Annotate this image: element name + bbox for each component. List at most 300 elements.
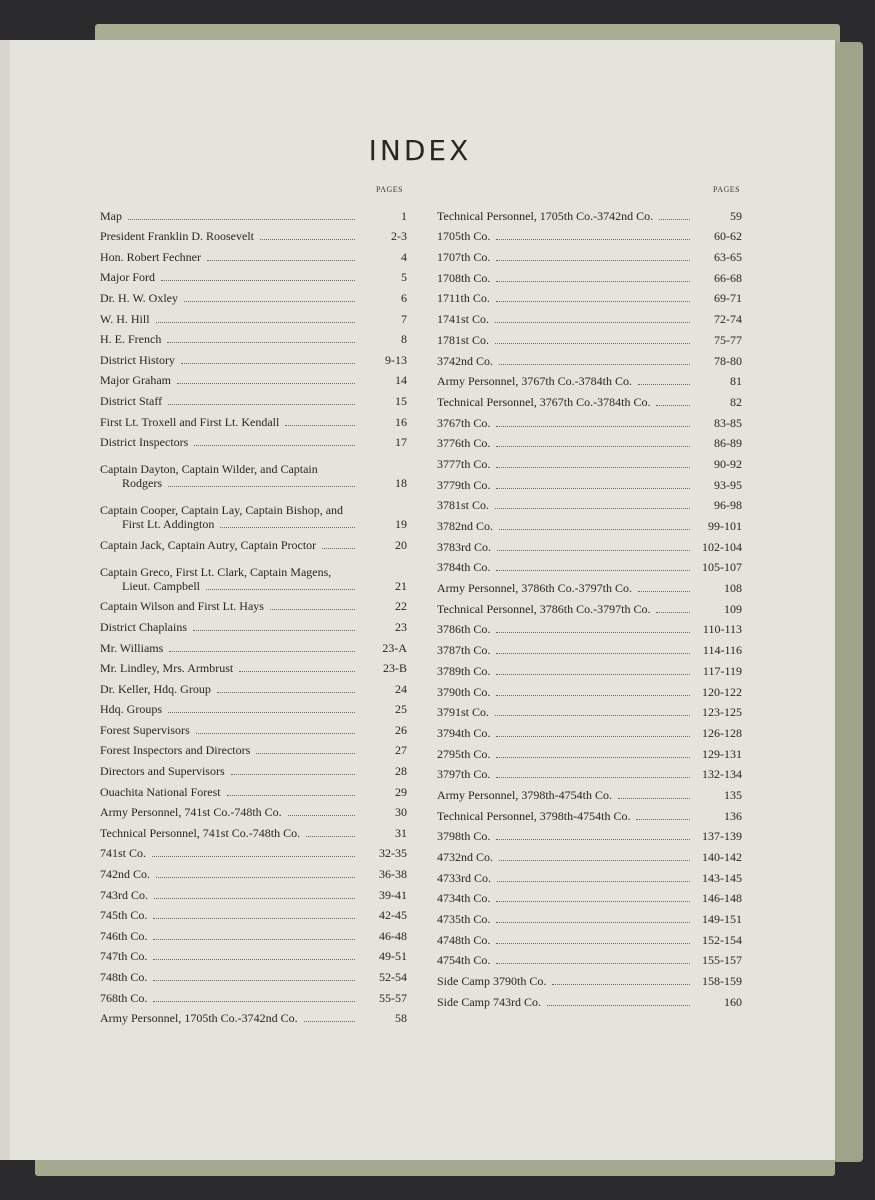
entry-label: Captain Wilson and First Lt. Hays bbox=[100, 599, 264, 614]
entry-page-number: 6 bbox=[401, 290, 407, 305]
index-entry bbox=[437, 926, 742, 947]
dot-leader bbox=[168, 404, 355, 405]
entry-page-number: 63-65 bbox=[714, 250, 742, 265]
index-entry bbox=[437, 430, 742, 451]
dot-leader bbox=[499, 860, 690, 861]
entry-page-number: 39-41 bbox=[379, 887, 407, 902]
entry-page-number: 30 bbox=[395, 805, 407, 820]
entry-page-number: 117-119 bbox=[702, 663, 742, 678]
index-entry bbox=[437, 761, 742, 782]
dot-leader bbox=[184, 301, 355, 302]
page-title: INDEX bbox=[368, 134, 472, 167]
entry-label: 741st Co. bbox=[100, 846, 147, 861]
index-entry bbox=[437, 699, 742, 720]
dot-leader bbox=[496, 943, 690, 944]
index-entry bbox=[100, 778, 407, 799]
entry-page-number: 36-38 bbox=[379, 867, 407, 882]
index-entry bbox=[437, 512, 742, 533]
entry-label: 4748th Co. bbox=[437, 932, 491, 947]
entry-label: President Franklin D. Roosevelt bbox=[100, 229, 254, 244]
entry-page-number: 78-80 bbox=[714, 353, 742, 368]
index-entry bbox=[437, 450, 742, 471]
entry-page-number: 58 bbox=[395, 1011, 407, 1026]
entry-page-number: 21 bbox=[395, 578, 407, 593]
entry-page-number: 23-A bbox=[382, 640, 407, 655]
entry-label: Major Ford bbox=[100, 270, 155, 285]
index-entry bbox=[100, 223, 407, 244]
dot-leader bbox=[193, 630, 355, 631]
index-entry bbox=[437, 264, 742, 285]
left-index-column bbox=[100, 202, 407, 1025]
index-entry bbox=[437, 636, 742, 657]
dot-leader bbox=[496, 674, 690, 675]
dot-leader bbox=[499, 529, 690, 530]
entry-label: Technical Personnel, 1705th Co.-3742nd Co. bbox=[437, 208, 654, 223]
entry-label: 3783rd Co. bbox=[437, 539, 491, 554]
entry-label: 748th Co. bbox=[100, 970, 148, 984]
entry-label: Captain Cooper, Captain Lay, Captain Bishop, and bbox=[100, 503, 344, 518]
index-entry bbox=[100, 552, 407, 593]
dot-leader bbox=[154, 898, 355, 899]
index-entry bbox=[437, 471, 742, 492]
entry-page-number: 99-101 bbox=[708, 519, 742, 533]
right-index-column bbox=[437, 202, 742, 1009]
left-pages-header: PAGES bbox=[376, 185, 404, 194]
entry-label: Map bbox=[100, 208, 122, 223]
entry-page-number: 15 bbox=[395, 393, 407, 408]
entry-label: Army Personnel, 3798th-4754th Co. bbox=[437, 787, 612, 802]
dot-leader bbox=[181, 363, 355, 364]
dot-leader bbox=[153, 939, 355, 940]
index-entry bbox=[100, 243, 407, 264]
entry-page-number: 46-48 bbox=[379, 928, 407, 943]
index-entry bbox=[100, 367, 407, 388]
entry-page-number: 158-159 bbox=[702, 974, 742, 989]
dot-leader bbox=[495, 508, 690, 509]
entry-label: Army Personnel, 3767th Co.-3784th Co. bbox=[437, 374, 632, 389]
entry-page-number: 160 bbox=[724, 994, 742, 1009]
dot-leader bbox=[659, 219, 690, 220]
index-entry bbox=[437, 781, 742, 802]
dot-leader bbox=[638, 384, 690, 385]
entry-label: Directors and Supervisors bbox=[100, 764, 225, 779]
index-entry bbox=[437, 678, 742, 699]
index-entry bbox=[437, 492, 742, 513]
index-entry bbox=[100, 490, 407, 531]
dot-leader bbox=[288, 815, 355, 816]
entry-page-number: 29 bbox=[395, 784, 407, 799]
entry-label: 2795th Co. bbox=[437, 746, 491, 761]
index-entry bbox=[100, 284, 407, 305]
index-entry bbox=[437, 988, 742, 1009]
entry-label: 3798th Co. bbox=[437, 829, 491, 844]
dot-leader bbox=[196, 733, 355, 734]
entry-page-number: 143-145 bbox=[702, 870, 742, 885]
entry-label: 3789th Co. bbox=[437, 663, 491, 678]
entry-page-number: 149-151 bbox=[702, 912, 742, 927]
dot-leader bbox=[497, 550, 690, 551]
entry-page-number: 25 bbox=[395, 702, 407, 717]
dot-leader bbox=[496, 281, 690, 282]
dot-leader bbox=[194, 445, 355, 446]
entry-page-number: 108 bbox=[724, 581, 742, 596]
dot-leader bbox=[306, 836, 355, 837]
entry-page-number: 132-134 bbox=[702, 767, 742, 782]
dot-leader bbox=[153, 980, 355, 981]
index-entry bbox=[437, 823, 742, 844]
dot-leader bbox=[496, 260, 690, 261]
entry-label: 745th Co. bbox=[100, 908, 148, 923]
index-entry bbox=[437, 740, 742, 761]
index-entry bbox=[100, 840, 407, 861]
entry-page-number: 1 bbox=[401, 208, 407, 223]
entry-label: Army Personnel, 1705th Co.-3742nd Co. bbox=[100, 1011, 298, 1026]
index-entry bbox=[437, 885, 742, 906]
entry-label: Captain Greco, First Lt. Clark, Captain Magens, bbox=[100, 564, 332, 579]
entry-page-number: 83-85 bbox=[714, 415, 742, 430]
entry-page-number: 123-125 bbox=[702, 705, 742, 720]
index-entry bbox=[437, 574, 742, 595]
dot-leader bbox=[206, 589, 355, 590]
entry-page-number: 152-154 bbox=[702, 932, 742, 947]
entry-label: Ouachita National Forest bbox=[100, 784, 221, 799]
entry-page-number: 49-51 bbox=[379, 949, 407, 964]
entry-label: 3791st Co. bbox=[437, 705, 490, 720]
entry-label-continued: Rodgers bbox=[122, 476, 162, 491]
index-entry bbox=[100, 346, 407, 367]
entry-label: Major Graham bbox=[100, 373, 171, 388]
dot-leader bbox=[177, 383, 355, 384]
dot-leader bbox=[496, 901, 690, 902]
index-entry bbox=[437, 843, 742, 864]
index-entry bbox=[100, 387, 407, 408]
index-entry bbox=[100, 881, 407, 902]
dot-leader bbox=[656, 405, 690, 406]
entry-page-number: 28 bbox=[395, 764, 407, 779]
entry-label: 3777th Co. bbox=[437, 456, 491, 471]
dot-leader bbox=[161, 280, 355, 281]
dot-leader bbox=[270, 609, 355, 610]
entry-page-number: 93-95 bbox=[714, 477, 742, 492]
dot-leader bbox=[636, 819, 690, 820]
entry-label: 3797th Co. bbox=[437, 767, 491, 782]
index-entry bbox=[100, 696, 407, 717]
dot-leader bbox=[152, 856, 355, 857]
entry-page-number: 135 bbox=[724, 787, 742, 802]
entry-label: 3781st Co. bbox=[437, 498, 490, 513]
entry-page-number: 137-139 bbox=[702, 829, 742, 844]
entry-label: 3776th Co. bbox=[437, 436, 491, 451]
entry-label: 4754th Co. bbox=[437, 953, 491, 968]
index-entry bbox=[100, 593, 407, 614]
index-entry bbox=[100, 963, 407, 984]
dot-leader bbox=[499, 364, 690, 365]
entry-label: Hdq. Groups bbox=[100, 702, 162, 717]
index-entry bbox=[437, 595, 742, 616]
entry-page-number: 140-142 bbox=[702, 850, 742, 864]
entry-label: 1708th Co. bbox=[437, 270, 491, 285]
dot-leader bbox=[618, 798, 690, 799]
entry-page-number: 82 bbox=[730, 394, 742, 409]
entry-label: District Staff bbox=[100, 393, 163, 408]
dot-leader bbox=[256, 753, 355, 754]
index-entry bbox=[100, 819, 407, 840]
entry-label: 743rd Co. bbox=[100, 887, 148, 902]
entry-label: H. E. French bbox=[100, 332, 162, 347]
entry-label: 742nd Co. bbox=[100, 867, 151, 882]
dot-leader bbox=[220, 527, 355, 528]
entry-page-number: 136 bbox=[724, 808, 742, 823]
index-entry bbox=[437, 326, 742, 347]
dot-leader bbox=[496, 695, 690, 696]
index-entry bbox=[437, 554, 742, 575]
dot-leader bbox=[496, 301, 690, 302]
entry-page-number: 20 bbox=[395, 537, 407, 552]
entry-label: 3787th Co. bbox=[437, 643, 491, 658]
entry-label-continued: Lieut. Campbell bbox=[122, 578, 200, 593]
entry-label: 3794th Co. bbox=[437, 725, 491, 740]
entry-label: Dr. H. W. Oxley bbox=[100, 290, 178, 305]
entry-page-number: 5 bbox=[401, 270, 407, 285]
index-entry bbox=[437, 905, 742, 926]
entry-page-number: 23-B bbox=[383, 661, 407, 676]
index-entry bbox=[437, 243, 742, 264]
index-entry bbox=[100, 408, 407, 429]
index-entry bbox=[437, 802, 742, 823]
entry-page-number: 105-107 bbox=[702, 560, 742, 575]
index-entry bbox=[100, 326, 407, 347]
entry-label: Technical Personnel, 3786th Co.-3797th Co. bbox=[437, 601, 651, 616]
dot-leader bbox=[207, 260, 355, 261]
entry-page-number: 17 bbox=[395, 435, 407, 450]
entry-label: 768th Co. bbox=[100, 990, 148, 1005]
entry-label: Technical Personnel, 3798th-4754th Co. bbox=[437, 808, 631, 823]
dot-leader bbox=[496, 963, 690, 964]
dot-leader bbox=[496, 570, 690, 571]
entry-label: Mr. Williams bbox=[100, 640, 164, 655]
entry-page-number: 59 bbox=[730, 208, 742, 223]
index-entry bbox=[437, 305, 742, 326]
index-entry bbox=[100, 902, 407, 923]
dot-leader bbox=[153, 918, 355, 919]
dot-leader bbox=[304, 1021, 355, 1022]
entry-page-number: 2-3 bbox=[391, 229, 407, 244]
entry-label: 1705th Co. bbox=[437, 229, 491, 244]
dot-leader bbox=[496, 757, 690, 758]
entry-page-number: 19 bbox=[395, 517, 407, 532]
index-entry bbox=[437, 368, 742, 389]
entry-label-continued: First Lt. Addington bbox=[122, 517, 215, 532]
entry-page-number: 96-98 bbox=[714, 498, 742, 513]
entry-label: Captain Dayton, Captain Wilder, and Captain bbox=[100, 462, 318, 477]
entry-label: Forest Supervisors bbox=[100, 722, 190, 737]
dot-leader bbox=[260, 239, 355, 240]
entry-label: Hon. Robert Fechner bbox=[100, 249, 201, 264]
entry-page-number: 102-104 bbox=[702, 539, 742, 554]
index-entry bbox=[437, 223, 742, 244]
dot-leader bbox=[496, 922, 690, 923]
index-entry bbox=[100, 716, 407, 737]
entry-label: Forest Inspectors and Directors bbox=[100, 743, 251, 758]
entry-label: District Inspectors bbox=[100, 435, 189, 450]
entry-label: Technical Personnel, 3767th Co.-3784th Co. bbox=[437, 394, 651, 409]
entry-page-number: 32-35 bbox=[379, 846, 407, 861]
entry-label: 1741st Co. bbox=[437, 312, 490, 327]
dot-leader bbox=[156, 322, 355, 323]
entry-label: 3742nd Co. bbox=[437, 353, 494, 368]
entry-page-number: 26 bbox=[395, 722, 407, 737]
dot-leader bbox=[547, 1005, 690, 1006]
index-entry bbox=[437, 616, 742, 637]
dot-leader bbox=[169, 651, 355, 652]
dot-leader bbox=[495, 343, 690, 344]
entry-page-number: 14 bbox=[395, 373, 407, 388]
index-entry bbox=[100, 922, 407, 943]
dot-leader bbox=[638, 591, 690, 592]
entry-page-number: 66-68 bbox=[714, 270, 742, 285]
entry-label: Side Camp 743rd Co. bbox=[437, 994, 541, 1009]
entry-label: W. H. Hill bbox=[100, 311, 150, 326]
entry-page-number: 9-13 bbox=[385, 352, 407, 367]
entry-page-number: 69-71 bbox=[714, 291, 742, 306]
index-entry bbox=[437, 947, 742, 968]
index-entry bbox=[437, 719, 742, 740]
index-entry bbox=[100, 531, 407, 552]
entry-label: 746th Co. bbox=[100, 928, 148, 943]
index-entry bbox=[100, 799, 407, 820]
entry-label: 3784th Co. bbox=[437, 560, 491, 575]
dot-leader bbox=[153, 1001, 355, 1002]
entry-label: Army Personnel, 741st Co.-748th Co. bbox=[100, 805, 282, 820]
entry-page-number: 60-62 bbox=[714, 229, 742, 244]
dot-leader bbox=[156, 877, 355, 878]
entry-page-number: 155-157 bbox=[702, 953, 742, 968]
entry-label: Mr. Lindley, Mrs. Armbrust bbox=[100, 661, 234, 676]
index-entry bbox=[100, 264, 407, 285]
index-entry bbox=[100, 305, 407, 326]
entry-page-number: 72-74 bbox=[714, 312, 742, 327]
facing-page-edge bbox=[0, 40, 10, 1160]
entry-page-number: 31 bbox=[395, 825, 407, 840]
entry-label: 3782nd Co. bbox=[437, 519, 494, 533]
entry-page-number: 109 bbox=[724, 601, 742, 616]
entry-label: Army Personnel, 3786th Co.-3797th Co. bbox=[437, 581, 632, 596]
index-entry bbox=[437, 967, 742, 988]
index-entry bbox=[100, 634, 407, 655]
entry-page-number: 81 bbox=[730, 374, 742, 389]
entry-label: 1711th Co. bbox=[437, 291, 490, 306]
dot-leader bbox=[217, 692, 355, 693]
entry-page-number: 55-57 bbox=[379, 990, 407, 1005]
entry-label: District Chaplains bbox=[100, 619, 187, 634]
dot-leader bbox=[656, 612, 690, 613]
index-entry bbox=[100, 429, 407, 450]
dot-leader bbox=[128, 219, 355, 220]
index-entry bbox=[100, 655, 407, 676]
book-edge-right bbox=[833, 42, 863, 1162]
entry-label: Technical Personnel, 741st Co.-748th Co. bbox=[100, 825, 301, 840]
entry-page-number: 8 bbox=[401, 332, 407, 347]
entry-label: 747th Co. bbox=[100, 949, 148, 964]
entry-page-number: 114-116 bbox=[702, 643, 742, 658]
dot-leader bbox=[496, 467, 690, 468]
index-entry bbox=[100, 613, 407, 634]
dot-leader bbox=[168, 712, 355, 713]
dot-leader bbox=[497, 881, 690, 882]
entry-label: 3779th Co. bbox=[437, 477, 491, 492]
dot-leader bbox=[495, 715, 690, 716]
entry-page-number: 90-92 bbox=[714, 456, 742, 471]
dot-leader bbox=[496, 632, 690, 633]
entry-label: Captain Jack, Captain Autry, Captain Proctor bbox=[100, 537, 317, 552]
dot-leader bbox=[153, 959, 355, 960]
index-entry bbox=[100, 737, 407, 758]
entry-label: 1781st Co. bbox=[437, 332, 490, 347]
dot-leader bbox=[496, 446, 690, 447]
dot-leader bbox=[322, 548, 355, 549]
entry-label: 3786th Co. bbox=[437, 622, 491, 637]
entry-page-number: 126-128 bbox=[702, 725, 742, 740]
index-entry bbox=[100, 449, 407, 490]
entry-label: First Lt. Troxell and First Lt. Kendall bbox=[100, 414, 280, 429]
entry-label: 1707th Co. bbox=[437, 250, 491, 265]
entry-page-number: 18 bbox=[395, 476, 407, 491]
index-entry bbox=[437, 388, 742, 409]
entry-page-number: 27 bbox=[395, 743, 407, 758]
dot-leader bbox=[495, 322, 690, 323]
dot-leader bbox=[496, 239, 690, 240]
index-entry bbox=[437, 657, 742, 678]
entry-page-number: 120-122 bbox=[702, 684, 742, 699]
entry-label: District History bbox=[100, 352, 175, 367]
entry-page-number: 146-148 bbox=[702, 891, 742, 906]
index-entry bbox=[100, 757, 407, 778]
book-edge-bottom bbox=[35, 1158, 835, 1176]
dot-leader bbox=[231, 774, 355, 775]
entry-page-number: 42-45 bbox=[379, 908, 407, 923]
dot-leader bbox=[168, 486, 355, 487]
dot-leader bbox=[552, 984, 690, 985]
entry-page-number: 110-113 bbox=[702, 622, 742, 637]
right-pages-header: PAGES bbox=[713, 185, 741, 194]
dot-leader bbox=[496, 736, 690, 737]
index-entry bbox=[437, 864, 742, 885]
entry-page-number: 75-77 bbox=[714, 332, 742, 347]
dot-leader bbox=[167, 342, 355, 343]
index-entry bbox=[100, 943, 407, 964]
index-entry bbox=[437, 409, 742, 430]
entry-page-number: 22 bbox=[395, 599, 407, 614]
dot-leader bbox=[496, 839, 690, 840]
index-entry bbox=[437, 202, 742, 223]
entry-page-number: 16 bbox=[395, 414, 407, 429]
dot-leader bbox=[285, 425, 355, 426]
index-entry bbox=[100, 675, 407, 696]
entry-label: 4734th Co. bbox=[437, 891, 491, 906]
dot-leader bbox=[496, 653, 690, 654]
index-entry bbox=[437, 285, 742, 306]
index-entry bbox=[100, 860, 407, 881]
dot-leader bbox=[239, 671, 355, 672]
index-entry bbox=[100, 1005, 407, 1026]
index-entry bbox=[437, 533, 742, 554]
entry-page-number: 52-54 bbox=[379, 970, 407, 984]
entry-label: 4732nd Co. bbox=[437, 850, 494, 864]
entry-page-number: 7 bbox=[401, 311, 407, 326]
entry-label: Dr. Keller, Hdq. Group bbox=[100, 681, 211, 696]
entry-label: 3790th Co. bbox=[437, 684, 491, 699]
entry-label: 4733rd Co. bbox=[437, 870, 491, 885]
